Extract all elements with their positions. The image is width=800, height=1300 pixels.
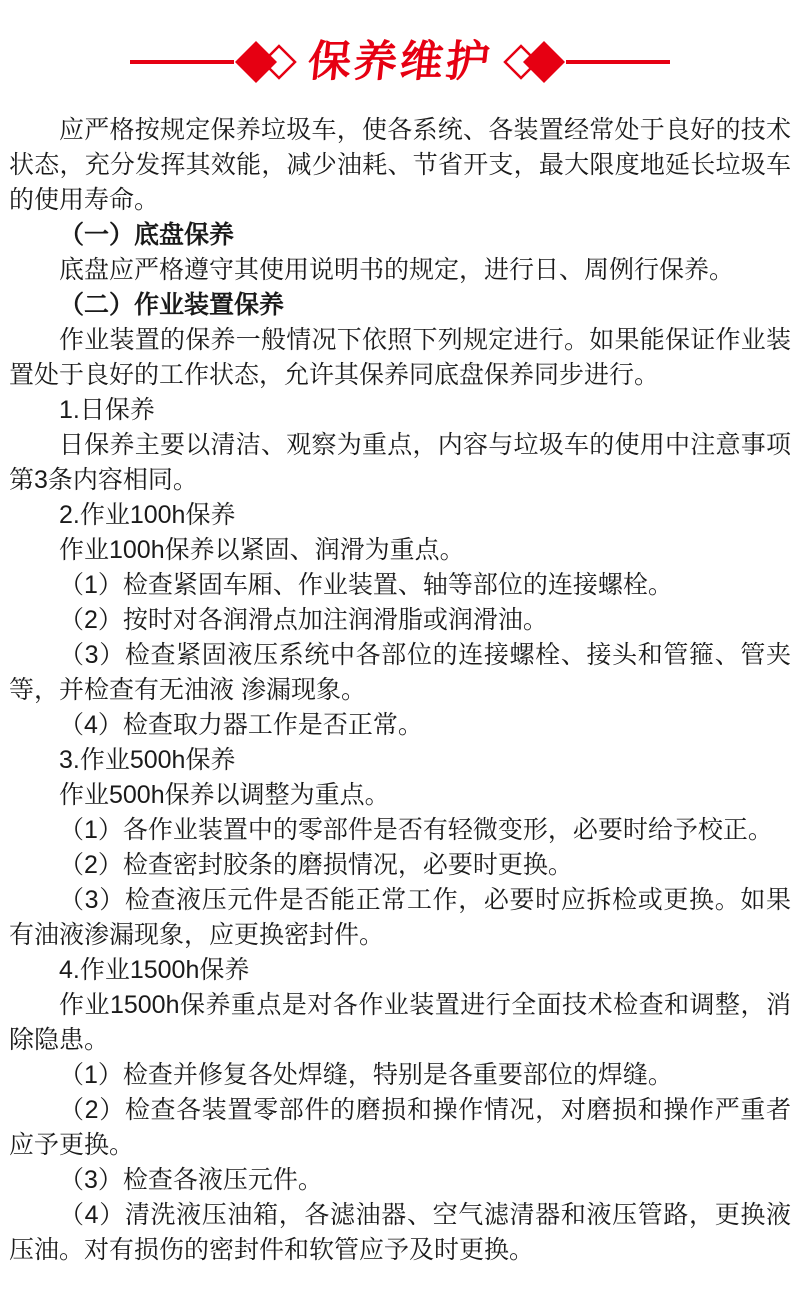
section-heading-work-device: （二）作业装置保养: [59, 291, 285, 319]
500h-item-3: （3）检查液压元件是否能正常工作，必要时应拆检或更换。如果有油液渗漏现象，应更换密封件。: [9, 886, 791, 949]
diamond-pair-left-icon: [234, 39, 298, 85]
500h-maintenance-paragraph: 作业500h保养以调整为重点。: [59, 781, 390, 809]
title-decoration-row: [0, 39, 800, 85]
500h-maintenance-heading: 3.作业500h保养: [59, 746, 236, 774]
100h-item-2: （2）按时对各润滑点加注润滑脂或润滑油。: [59, 606, 548, 634]
page-title: 保养维护: [305, 37, 495, 86]
100h-maintenance-heading: 2.作业100h保养: [59, 501, 236, 529]
document-body: [0, 113, 800, 1268]
1500h-item-3: （3）检查各液压元件。: [59, 1166, 323, 1194]
1500h-item-2: （2）检查各装置零部件的磨损和操作情况，对磨损和操作严重者应予更换。: [9, 1096, 791, 1159]
100h-item-3: （3）检查紧固液压系统中各部位的连接螺栓、接头和管箍、管夹等，并检查有无油液 渗漏现象。: [9, 641, 791, 704]
diamond-pair-right-icon: [502, 39, 566, 85]
100h-item-4: （4）检查取力器工作是否正常。: [59, 711, 423, 739]
100h-item-1: （1）检查紧固车厢、作业装置、轴等部位的连接螺栓。: [59, 571, 673, 599]
1500h-item-1: （1）检查并修复各处焊缝，特别是各重要部位的焊缝。: [59, 1061, 673, 1089]
work-device-paragraph: 作业装置的保养一般情况下依照下列规定进行。如果能保证作业装置处于良好的工作状态，允许其保养同底盘保养同步进行。: [9, 326, 791, 389]
1500h-item-4: （4）清洗液压油箱，各滤油器、空气滤清器和液压管路，更换液压油。对有损伤的密封件和软管应予及时更换。: [9, 1201, 791, 1264]
500h-item-2: （2）检查密封胶条的磨损情况，必要时更换。: [59, 851, 573, 879]
daily-maintenance-heading: 1.日保养: [59, 396, 155, 424]
intro-paragraph: 应严格按规定保养垃圾车，使各系统、各装置经常处于良好的技术状态，充分发挥其效能，减少油耗、节省开支，最大限度地延长垃圾车的使用寿命。: [9, 116, 791, 214]
100h-maintenance-paragraph: 作业100h保养以紧固、润滑为重点。: [59, 536, 465, 564]
500h-item-1: （1）各作业装置中的零部件是否有轻微变形，必要时给予校正。: [59, 816, 773, 844]
chassis-paragraph: 底盘应严格遵守其使用说明书的规定，进行日、周例行保养。: [59, 256, 735, 284]
title-rule-right: [566, 60, 670, 64]
title-rule-left: [130, 60, 234, 64]
1500h-maintenance-paragraph: 作业1500h保养重点是对各作业装置进行全面技术检查和调整，消除隐患。: [9, 991, 791, 1054]
1500h-maintenance-heading: 4.作业1500h保养: [59, 956, 250, 984]
section-heading-chassis: （一）底盘保养: [59, 221, 235, 249]
title-header: [0, 0, 800, 113]
daily-maintenance-paragraph: 日保养主要以清洁、观察为重点，内容与垃圾车的使用中注意事项第3条内容相同。: [9, 431, 791, 494]
